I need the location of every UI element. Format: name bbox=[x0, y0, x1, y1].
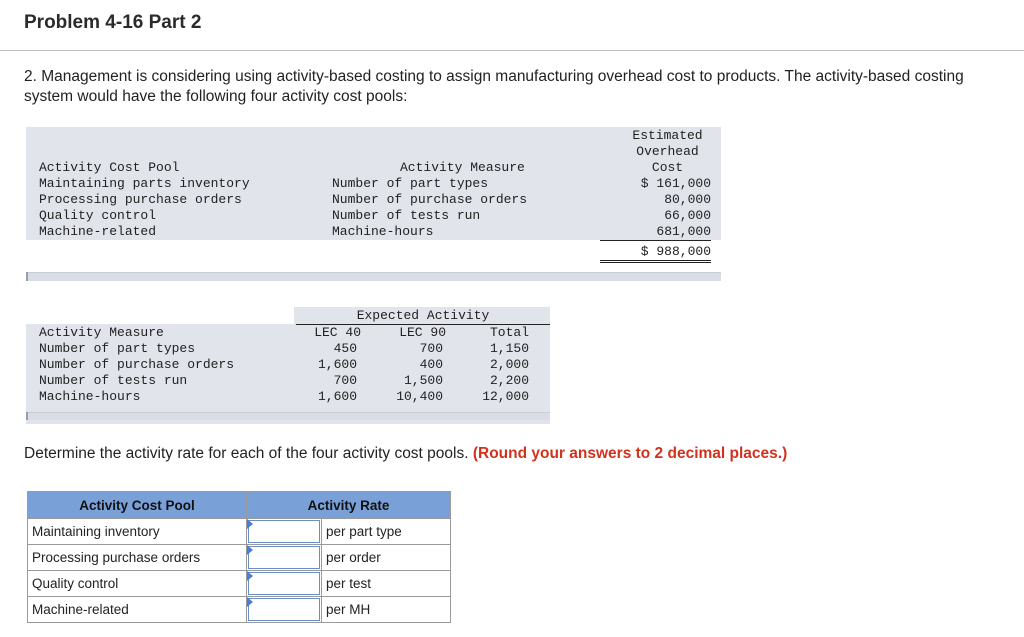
lec40-value: 700 bbox=[333, 373, 357, 388]
page-title: Problem 4-16 Part 2 bbox=[24, 12, 202, 33]
rounding-note: (Round your answers to 2 decimal places.) bbox=[472, 445, 788, 462]
pool-cost: 681,000 bbox=[600, 224, 711, 241]
header-cost-line2: Overhead bbox=[636, 144, 699, 159]
rate-cell bbox=[247, 545, 322, 571]
pool-name: Processing purchase orders bbox=[39, 192, 242, 207]
lec40-value: 1,600 bbox=[317, 389, 357, 404]
answer-row bbox=[28, 571, 451, 597]
rate-unit: per order bbox=[322, 545, 451, 571]
activity-rate-answer-table bbox=[27, 491, 451, 623]
rate-unit: per test bbox=[322, 571, 451, 597]
total-cost: $ 988,000 bbox=[600, 244, 711, 263]
total-value: 1,150 bbox=[489, 341, 529, 356]
total-value: 2,200 bbox=[489, 373, 529, 388]
expected-activity-group-header: Expected Activity bbox=[296, 308, 550, 325]
total-value: 12,000 bbox=[482, 389, 529, 404]
pool-label: Processing purchase orders bbox=[28, 545, 247, 571]
input-flag-icon bbox=[247, 597, 253, 607]
answer-header-row bbox=[28, 492, 451, 519]
input-flag-icon bbox=[247, 519, 253, 529]
rate-cell bbox=[247, 519, 322, 545]
pool-label: Maintaining inventory bbox=[28, 519, 247, 545]
lec90-value: 1,500 bbox=[403, 373, 443, 388]
total-value: 2,000 bbox=[489, 357, 529, 372]
lec40-value: 450 bbox=[333, 341, 357, 356]
input-flag-icon bbox=[247, 545, 253, 555]
measure-name: Number of part types bbox=[39, 341, 196, 356]
pool-cost: 66,000 bbox=[664, 208, 711, 223]
measure-name: Number of purchase orders bbox=[39, 357, 235, 372]
table-footer-bar bbox=[26, 272, 721, 281]
header-activity-measure: Activity Measure bbox=[400, 160, 525, 175]
header-total: Total bbox=[489, 325, 529, 340]
input-flag-icon bbox=[247, 571, 253, 581]
instructions bbox=[24, 445, 787, 463]
lec90-value: 400 bbox=[419, 357, 443, 372]
answer-row bbox=[28, 545, 451, 571]
pool-label: Quality control bbox=[28, 571, 247, 597]
title-divider bbox=[0, 50, 1024, 51]
rate-input-quality-control[interactable] bbox=[248, 572, 320, 595]
pool-measure: Number of part types bbox=[332, 176, 489, 191]
measure-name: Machine-hours bbox=[39, 389, 141, 404]
lec40-value: 1,600 bbox=[317, 357, 357, 372]
header-activity-cost-pool: Activity Cost Pool bbox=[28, 492, 247, 519]
rate-cell bbox=[247, 571, 322, 597]
header-cost-line3: Cost bbox=[651, 160, 684, 175]
rate-input-processing-purchase-orders[interactable] bbox=[248, 546, 320, 569]
measure-name: Number of tests run bbox=[39, 373, 188, 388]
answer-row bbox=[28, 519, 451, 545]
header-activity-measure: Activity Measure bbox=[39, 325, 164, 340]
pool-name: Maintaining parts inventory bbox=[39, 176, 250, 191]
pool-name: Machine-related bbox=[39, 224, 157, 239]
lec90-value: 10,400 bbox=[396, 389, 443, 404]
question-text: 2. Management is considering using activity-based costing to assign manufacturing overhead cost to products. The activity-based costing system would have the following four activity cost pools: bbox=[24, 68, 964, 105]
rate-input-machine-related[interactable] bbox=[248, 598, 320, 621]
table-footer-bar bbox=[26, 412, 550, 420]
pool-name: Quality control bbox=[39, 208, 157, 223]
header-lec40: LEC 40 bbox=[314, 325, 361, 340]
lec90-value: 700 bbox=[419, 341, 443, 356]
pool-cost: $ 161,000 bbox=[640, 176, 711, 191]
instructions-text: Determine the activity rate for each of the four activity cost pools. bbox=[24, 445, 473, 462]
pool-measure: Machine-hours bbox=[332, 224, 434, 239]
table-footer-marker bbox=[26, 412, 28, 420]
answer-row bbox=[28, 597, 451, 623]
pool-measure: Number of tests run bbox=[332, 208, 481, 223]
header-activity-cost-pool: Activity Cost Pool bbox=[39, 160, 180, 175]
header-lec90: LEC 90 bbox=[399, 325, 446, 340]
pool-cost: 80,000 bbox=[664, 192, 711, 207]
header-cost-line1: Estimated bbox=[632, 128, 703, 143]
pool-label: Machine-related bbox=[28, 597, 247, 623]
table-footer-marker bbox=[26, 272, 28, 281]
rate-unit: per part type bbox=[322, 519, 451, 545]
pool-measure: Number of purchase orders bbox=[332, 192, 528, 207]
rate-unit: per MH bbox=[322, 597, 451, 623]
rate-input-maintaining-inventory[interactable] bbox=[248, 520, 320, 543]
header-activity-rate: Activity Rate bbox=[247, 492, 451, 519]
rate-cell bbox=[247, 597, 322, 623]
